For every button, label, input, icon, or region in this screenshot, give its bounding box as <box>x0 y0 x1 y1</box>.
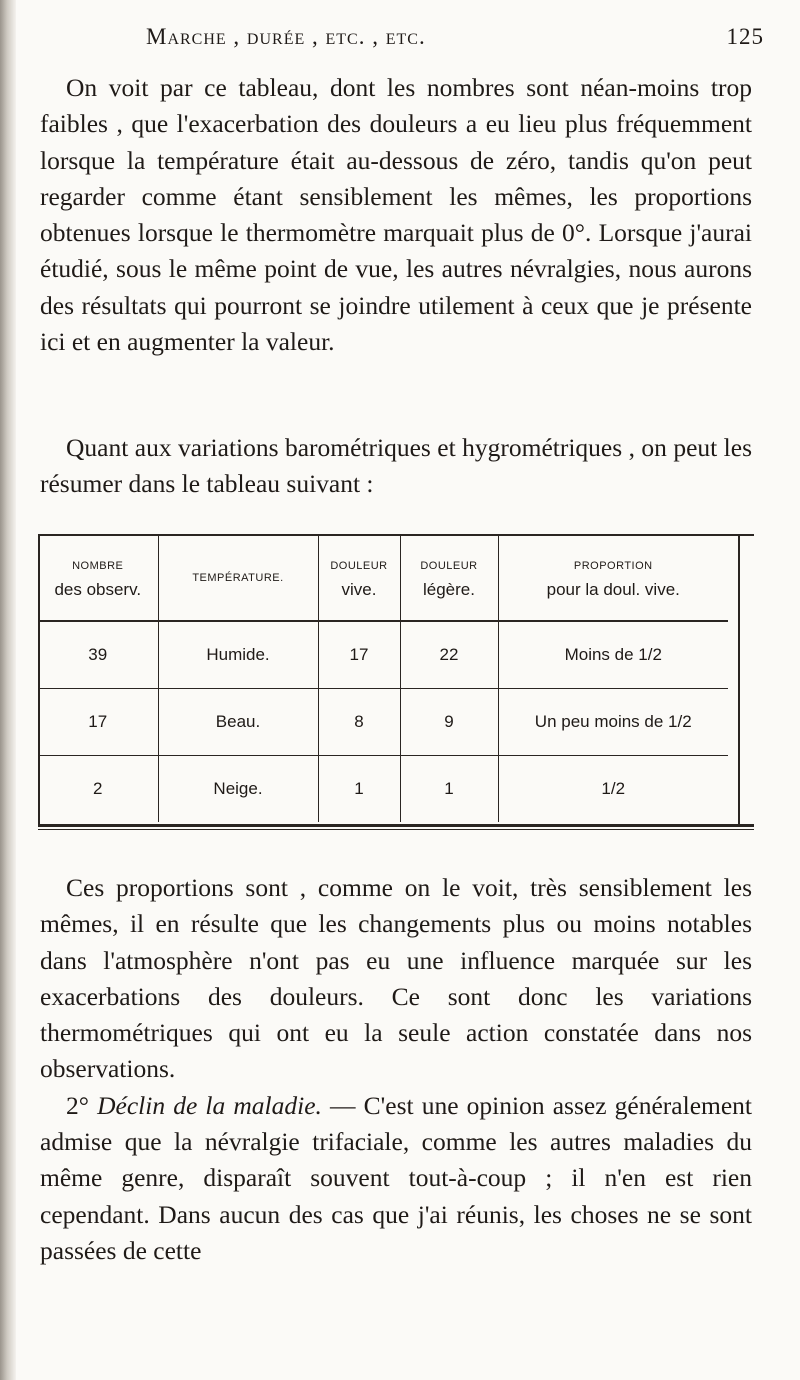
running-head-title: Marche , durée , etc. , etc. <box>146 24 426 49</box>
header-count-bottom: des observ. <box>54 580 142 599</box>
cell-proportion: Moins de 1/2 <box>498 621 728 689</box>
page-number: 125 <box>726 24 764 49</box>
cell-mild-pain: 1 <box>400 756 498 823</box>
table-bottom-rule <box>38 824 754 827</box>
section-text: — C'est une opinion assez généralement admise que la névralgie trifaciale, comme les autres maladies du même genre, disparaît souvent tout-à-coup ; il n'en est rien cependant. Dans aucun des cas que j'ai réunis, les choses ne se sont passées de cette <box>40 1090 753 1265</box>
table-top-rule <box>38 534 754 536</box>
cell-count: 17 <box>38 689 158 756</box>
cell-count: 2 <box>38 756 158 823</box>
table-row <box>38 756 728 823</box>
running-head <box>60 18 780 58</box>
header-sharp-pain <box>318 536 400 621</box>
header-temperature <box>158 536 318 621</box>
cell-temperature: Beau. <box>158 689 318 756</box>
header-sharp-pain-top: DOULEUR <box>330 560 388 572</box>
paragraph-3 <box>40 870 752 1269</box>
table-right-rule <box>738 536 740 826</box>
cell-temperature: Humide. <box>158 621 318 689</box>
header-temperature-top: TEMPÉRATURE. <box>192 572 284 584</box>
cell-sharp-pain: 17 <box>318 621 400 689</box>
cell-proportion: 1/2 <box>601 779 626 798</box>
header-proportion-top: PROPORTION <box>573 560 653 572</box>
paragraph-3-text: Ces proportions sont , comme on le voit, très sensiblement les mêmes, il en résulte que les changements plus ou moins notables dans l'atmosphère n'ont pas eu une influence marquée sur les exacerbations des douleurs. Ce sont donc les variations thermométriques qui ont eu la seule action constatée dans nos observations. <box>40 873 752 1084</box>
header-sharp-pain-bottom: vive. <box>341 580 377 599</box>
cell-count: 39 <box>38 621 158 689</box>
header-proportion <box>498 536 728 621</box>
header-mild-pain-top: DOULEUR <box>420 560 478 572</box>
table-bottom-rule-thin <box>38 829 754 830</box>
cell-sharp-pain: 8 <box>318 689 400 756</box>
table-left-rule <box>38 536 40 826</box>
section-number: 2° <box>66 1090 89 1120</box>
page-gutter <box>0 0 16 1380</box>
paragraph-1 <box>40 70 752 360</box>
paragraph-2-text: Quant aux variations barométriques et hygrométriques , on peut les résumer dans le tableau suivant : <box>40 433 752 499</box>
section-heading: Déclin de la maladie. <box>97 1090 322 1120</box>
paragraph-2 <box>40 430 752 503</box>
cell-proportion: Un peu moins de 1/2 <box>498 689 728 756</box>
paragraph-1-text: On voit par ce tableau, dont les nombres sont néan-moins trop faibles , que l'exacerbation des douleurs a eu lieu plus fréquemment lorsque la température était au-dessous de zéro, tandis qu'on peut regarder comme étant sensiblement les mêmes, les proportions obtenues lorsque le thermomètre marquait plus de 0°. Lorsque j'aurai étudié, sous le même point de vue, les autres névralgies, nous aurons des résultats qui pourront se joindre utilement à ceux que je présente ici et en augmenter la valeur. <box>40 73 752 357</box>
table-row <box>38 621 728 689</box>
cell-mild-pain: 22 <box>400 621 498 689</box>
section-paragraph <box>40 1088 752 1269</box>
header-mild-pain-bottom: légère. <box>423 580 475 599</box>
header-proportion-bottom: pour la doul. vive. <box>546 580 680 599</box>
header-count <box>38 536 158 621</box>
cell-mild-pain: 9 <box>400 689 498 756</box>
table-row <box>38 689 728 756</box>
table-header-row <box>38 536 728 621</box>
cell-sharp-pain: 1 <box>318 756 400 823</box>
cell-temperature: Neige. <box>158 756 318 823</box>
data-table <box>38 536 728 822</box>
header-count-top: NOMBRE <box>72 560 124 572</box>
data-table-container <box>38 536 754 834</box>
header-mild-pain <box>400 536 498 621</box>
